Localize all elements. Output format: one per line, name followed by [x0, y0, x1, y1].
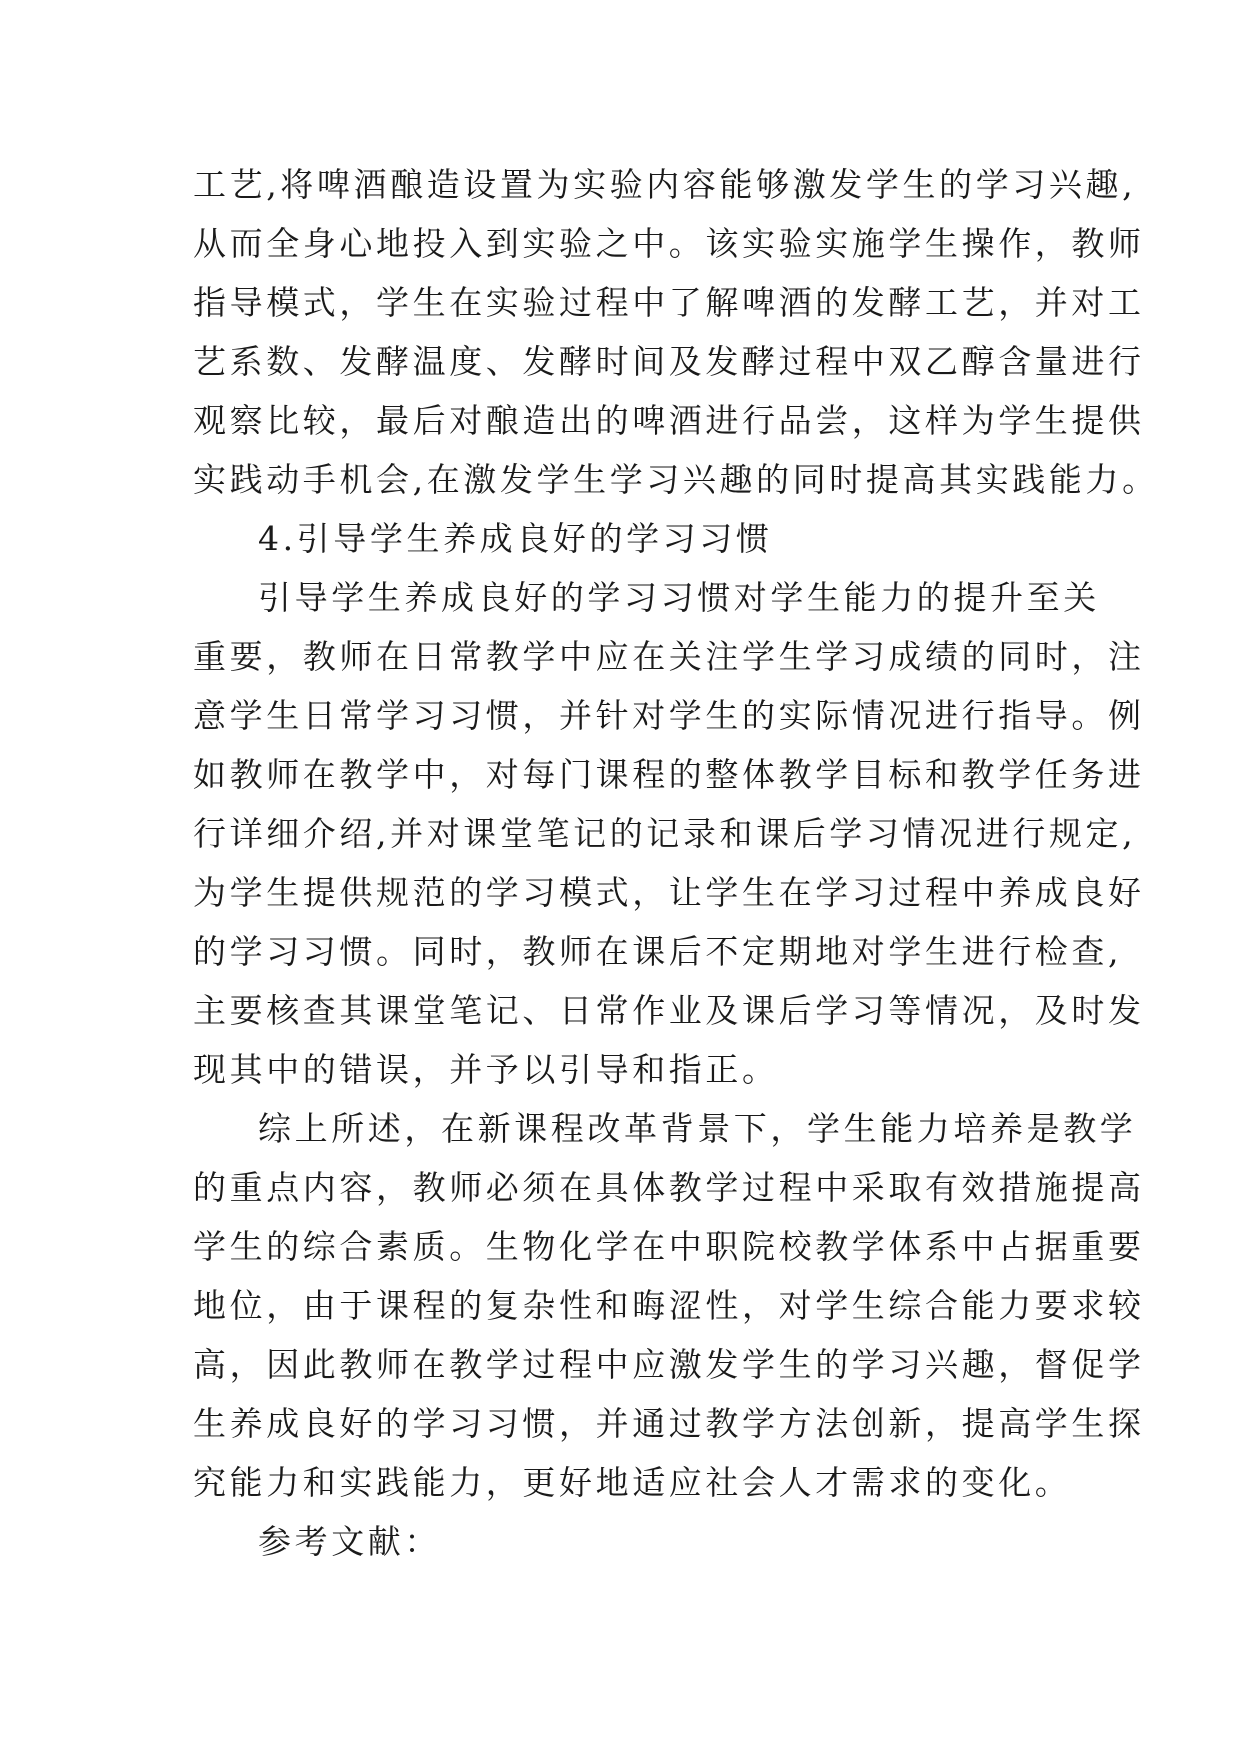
section-heading: 4.引导学生养成良好的学习习惯 — [258, 519, 773, 558]
text-line-16: 现其中的错误，并予以引导和指正。 — [193, 1050, 779, 1089]
text-line-17: 综上所述，在新课程改革背景下，学生能力培养是教学 — [258, 1109, 1137, 1148]
text-line-6: 实践动手机会,在激发学生学习兴趣的同时提高其实践能力。 — [193, 460, 1159, 499]
text-line-15: 主要核查其课堂笔记、日常作业及课后学习等情况，及时发 — [193, 991, 1145, 1030]
text-line-18: 的重点内容，教师必须在具体教学过程中采取有效措施提高 — [193, 1168, 1145, 1207]
text-line-22: 生养成良好的学习习惯，并通过教学方法创新，提高学生探 — [193, 1404, 1145, 1443]
text-line-23: 究能力和实践能力，更好地适应社会人才需求的变化。 — [193, 1463, 1072, 1502]
references-heading: 参考文献： — [258, 1522, 441, 1561]
text-line-4: 艺系数、发酵温度、发酵时间及发酵过程中双乙醇含量进行 — [193, 342, 1145, 381]
text-line-9: 重要，教师在日常教学中应在关注学生学习成绩的同时，注 — [193, 637, 1145, 676]
text-line-20: 地位，由于课程的复杂性和晦涩性，对学生综合能力要求较 — [193, 1286, 1145, 1325]
text-line-21: 高，因此教师在教学过程中应激发学生的学习兴趣，督促学 — [193, 1345, 1145, 1384]
text-line-8: 引导学生养成良好的学习习惯对学生能力的提升至关 — [258, 578, 1100, 617]
text-line-12: 行详细介绍,并对课堂笔记的记录和课后学习情况进行规定, — [193, 814, 1137, 853]
text-line-2: 从而全身心地投入到实验之中。该实验实施学生操作，教师 — [193, 224, 1145, 263]
text-line-11: 如教师在教学中，对每门课程的整体教学目标和教学任务进 — [193, 755, 1145, 794]
text-line-13: 为学生提供规范的学习模式，让学生在学习过程中养成良好 — [193, 873, 1145, 912]
text-line-5: 观察比较，最后对酿造出的啤酒进行品尝，这样为学生提供 — [193, 401, 1145, 440]
text-line-1: 工艺,将啤酒酿造设置为实验内容能够激发学生的学习兴趣, — [193, 165, 1137, 204]
text-line-10: 意学生日常学习习惯，并针对学生的实际情况进行指导。例 — [193, 696, 1145, 735]
text-line-3: 指导模式，学生在实验过程中了解啤酒的发酵工艺，并对工 — [193, 283, 1145, 322]
text-line-19: 学生的综合素质。生物化学在中职院校教学体系中占据重要 — [193, 1227, 1145, 1266]
text-line-14: 的学习习惯。同时，教师在课后不定期地对学生进行检查, — [193, 932, 1123, 971]
